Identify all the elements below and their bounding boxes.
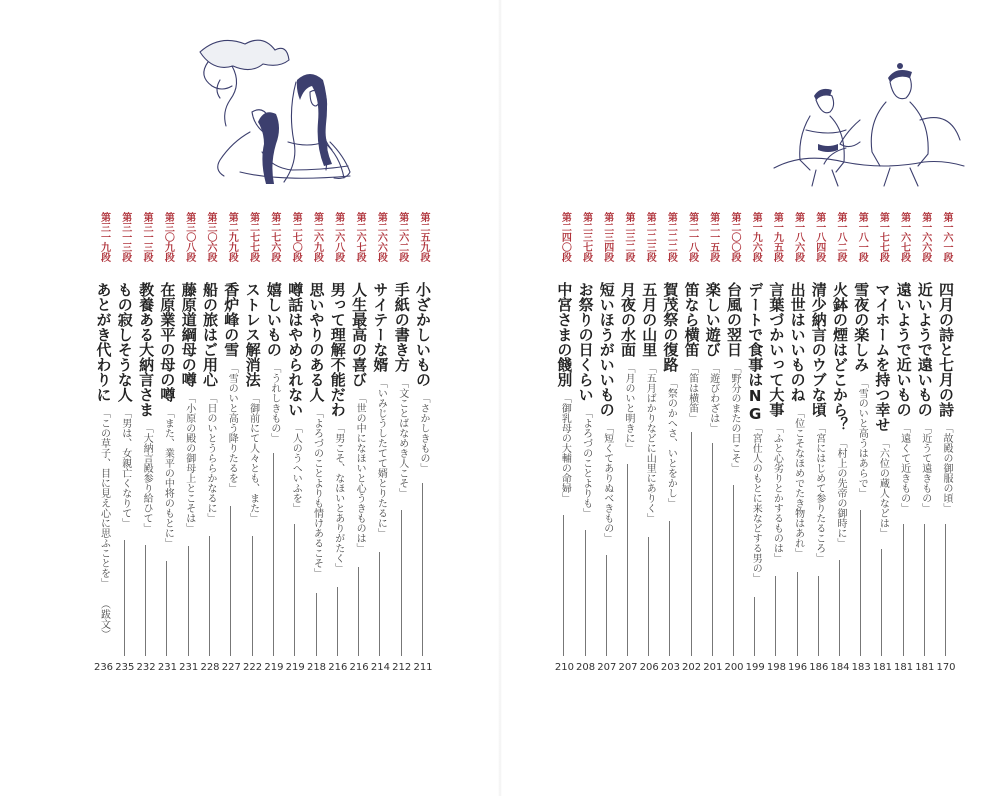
page-number: 211 bbox=[413, 662, 433, 673]
leader-line bbox=[379, 552, 380, 656]
page-number: 228 bbox=[200, 662, 220, 673]
chapter-title: 香炉峰の雪 bbox=[222, 282, 241, 357]
section-number: 第二六七段 bbox=[354, 212, 366, 262]
original-quote: 「野分のまたの日こそ」 bbox=[729, 363, 740, 473]
section-number: 第二七〇段 bbox=[290, 212, 302, 262]
section-number: 第一八二段 bbox=[835, 212, 846, 262]
chapter-title: 小ざかしいもの bbox=[414, 282, 432, 387]
section-number: 第二三二段 bbox=[623, 212, 634, 262]
original-quote: 「短くてありぬべきもの」 bbox=[601, 423, 613, 543]
toc-entry bbox=[95, 212, 113, 682]
section-number: 第一七七段 bbox=[877, 212, 889, 262]
original-quote: 「大納言殿参り給ひて」 bbox=[141, 423, 153, 533]
toc-entry bbox=[137, 212, 155, 682]
court-ladies-illustration bbox=[170, 22, 380, 200]
chapter-title: 五月の山里 bbox=[640, 282, 659, 357]
chapter-title: 雪夜の楽しみ bbox=[852, 282, 871, 372]
toc-entry bbox=[393, 212, 411, 682]
chapter-title: 藤原道綱母の噂 bbox=[179, 282, 198, 387]
page-number: 202 bbox=[682, 662, 702, 673]
page-number: 183 bbox=[851, 662, 871, 673]
samurai-men-illustration bbox=[770, 60, 970, 190]
section-number: 第二六六段 bbox=[375, 212, 387, 262]
page-number: 181 bbox=[894, 662, 914, 673]
page-number: 208 bbox=[576, 662, 596, 673]
chapter-title: 在原業平の母の噂 bbox=[158, 282, 177, 402]
leader-line bbox=[839, 560, 840, 657]
chapter-title: 四月の詩と七月の詩 bbox=[937, 282, 955, 417]
page-number: 196 bbox=[788, 662, 808, 673]
chapter-title: デートで食事はNG bbox=[746, 282, 765, 423]
leader-line bbox=[818, 576, 819, 656]
section-number: 第二二二段 bbox=[665, 212, 677, 262]
page-number: 218 bbox=[306, 662, 327, 673]
page-number: 181 bbox=[915, 662, 935, 673]
original-quote: 「五月ばかりなどに山里にありく」 bbox=[644, 363, 656, 523]
original-quote: 「また、業平の中将のもとに」 bbox=[162, 408, 174, 548]
chapter-title: 中宮さまの餞別 bbox=[555, 282, 574, 387]
section-number: 第三一三段 bbox=[141, 212, 153, 262]
leader-line bbox=[754, 597, 755, 656]
toc-entry bbox=[201, 212, 219, 682]
page-number: 200 bbox=[724, 662, 744, 673]
original-quote: 「ふと心劣りとかするものは」 bbox=[771, 423, 783, 563]
chapter-title: 月夜の水面 bbox=[619, 282, 637, 357]
chapter-title: ストレス解消法 bbox=[243, 282, 262, 387]
chapter-title: 思いやりのある人 bbox=[307, 282, 326, 402]
original-quote: 「雪のいと高うはあらで」 bbox=[856, 378, 868, 498]
toc-entry bbox=[916, 212, 934, 682]
leader-line bbox=[648, 537, 649, 656]
toc-entry bbox=[222, 212, 240, 682]
page-number: 170 bbox=[936, 662, 956, 673]
section-number: 第二七七段 bbox=[247, 212, 259, 262]
toc-entry bbox=[661, 212, 679, 682]
page-number: 207 bbox=[597, 662, 617, 673]
leader-line bbox=[881, 549, 882, 656]
original-quote: 「御乳母の大輔の命婦」 bbox=[559, 393, 571, 503]
toc-entry bbox=[746, 212, 764, 682]
original-quote: 「男こそ、なほいとありがたく」 bbox=[332, 423, 344, 573]
chapter-title: 出世はいいものね bbox=[788, 282, 807, 402]
leader-line bbox=[924, 524, 925, 657]
page-number: 198 bbox=[766, 662, 786, 673]
toc-entry bbox=[265, 212, 283, 682]
chapter-title: 清少納言のウブな頃 bbox=[809, 282, 828, 417]
toc-entry bbox=[371, 212, 389, 682]
original-quote: 「よろづのことよりも」 bbox=[580, 408, 592, 518]
page-number: 206 bbox=[639, 662, 659, 673]
toc-entry bbox=[555, 212, 573, 682]
toc-entry bbox=[895, 212, 913, 682]
leader-line bbox=[563, 515, 564, 657]
leader-line bbox=[316, 593, 317, 657]
section-number: 第二六八段 bbox=[332, 212, 344, 262]
original-quote: 「故殿の御服の頃」 bbox=[941, 423, 952, 513]
section-number: 第一六七段 bbox=[898, 212, 910, 262]
page-number: 216 bbox=[328, 662, 348, 673]
original-quote: 「文ことばなめき人こそ」 bbox=[396, 378, 408, 498]
toc-entry bbox=[598, 212, 616, 682]
toc-entry bbox=[767, 212, 785, 682]
page-number: 184 bbox=[830, 662, 850, 673]
leader-line bbox=[209, 536, 210, 657]
chapter-title: 人生最高の喜び bbox=[350, 282, 369, 387]
chapter-title: マイホームを持つ幸せ bbox=[873, 282, 892, 432]
page-number: 231 bbox=[179, 662, 199, 673]
section-number: 第三〇六段 bbox=[205, 212, 216, 262]
chapter-title: 台風の翌日 bbox=[725, 282, 743, 357]
leader-line bbox=[733, 485, 734, 657]
original-quote: 「笛は横笛」 bbox=[686, 363, 698, 423]
section-number: 第一六一段 bbox=[941, 212, 952, 262]
chapter-title: 噂話はやめられない bbox=[286, 282, 305, 417]
toc-entry bbox=[350, 212, 368, 682]
original-quote: 「近うて遠きもの」 bbox=[919, 423, 931, 513]
page-number: 199 bbox=[745, 662, 765, 673]
leader-line bbox=[903, 524, 904, 657]
chapter-title: 近いようで遠いもの bbox=[915, 282, 934, 417]
toc-entry bbox=[873, 212, 891, 682]
toc-entry bbox=[619, 212, 637, 682]
toc-entry bbox=[704, 212, 722, 682]
section-number: 第二六九段 bbox=[311, 212, 323, 262]
leader-line bbox=[585, 530, 586, 657]
original-quote: 「世の中になほいと心うきものは」 bbox=[354, 393, 366, 553]
toc-entry bbox=[244, 212, 262, 682]
chapter-title: 遠いようで近いもの bbox=[894, 282, 913, 417]
section-number: 第一九六段 bbox=[750, 212, 762, 262]
leader-line bbox=[422, 483, 423, 656]
section-number: 第二二三段 bbox=[644, 212, 656, 262]
chapter-title: 賀茂祭の復路 bbox=[661, 282, 680, 372]
section-number: 第一九五段 bbox=[771, 212, 783, 262]
toc-entry bbox=[414, 212, 432, 682]
original-quote: 「位こそなほめでたき物はあれ」 bbox=[792, 408, 804, 558]
toc-entry bbox=[789, 212, 807, 682]
leader-line bbox=[188, 546, 189, 656]
section-number: 第二一五段 bbox=[707, 212, 719, 262]
leader-line bbox=[691, 432, 692, 656]
toc-entry bbox=[640, 212, 658, 682]
toc-entry bbox=[286, 212, 304, 682]
page-number: 207 bbox=[618, 662, 638, 673]
original-quote: 「遠くて近きもの」 bbox=[898, 423, 910, 513]
original-quote: 「いみじうしたてて婿とりたるに」 bbox=[375, 378, 387, 538]
leader-line bbox=[945, 524, 946, 657]
leader-line bbox=[627, 464, 628, 657]
toc-entry bbox=[937, 212, 955, 682]
right-page bbox=[500, 0, 1000, 796]
leader-line bbox=[401, 510, 402, 656]
page-number: 212 bbox=[392, 662, 412, 673]
original-quote: 「遊びわざは」 bbox=[707, 363, 719, 433]
page-number: 219 bbox=[285, 662, 305, 673]
section-number: 第三〇八段 bbox=[183, 212, 195, 262]
original-quote: 「雪のいと高う降りたるを」 bbox=[226, 363, 238, 493]
toc-entry bbox=[329, 212, 347, 682]
toc-entry bbox=[158, 212, 176, 682]
toc-entry bbox=[810, 212, 828, 682]
toc-entry bbox=[577, 212, 595, 682]
chapter-title: 男って理解不能だわ bbox=[328, 282, 347, 417]
chapter-title: 楽しい遊び bbox=[703, 282, 722, 357]
toc-entry bbox=[116, 212, 134, 682]
toc-entry bbox=[852, 212, 870, 682]
leader-line bbox=[145, 545, 146, 657]
section-number: 第二三四段 bbox=[601, 212, 613, 262]
section-number: 第二六二段 bbox=[396, 212, 408, 262]
chapter-title: もの寂しそうな人 bbox=[115, 282, 134, 402]
chapter-title: お祭りの日くらい bbox=[576, 282, 595, 402]
chapter-title: 短いほうがいいもの bbox=[597, 282, 616, 417]
original-quote: 「祭のかへさ、いとをかし」 bbox=[665, 378, 677, 508]
original-quote: 「六位の蔵人などは」 bbox=[877, 438, 889, 538]
toc-entry bbox=[180, 212, 198, 682]
chapter-title: 火鉢の煙はどこから？ bbox=[831, 282, 849, 432]
original-quote: 「人のうへいふを」 bbox=[290, 423, 302, 513]
original-quote: 「宮にはじめて参りたるころ」 bbox=[813, 423, 825, 563]
page-number: 222 bbox=[243, 662, 263, 673]
leader-line bbox=[124, 540, 125, 656]
toc-entry bbox=[308, 212, 326, 682]
section-number: 第二〇〇段 bbox=[729, 212, 740, 262]
page-number: 186 bbox=[809, 662, 829, 673]
section-number: 第一八一段 bbox=[856, 212, 868, 262]
leader-line bbox=[606, 555, 607, 656]
original-quote: 「この草子、目に見え心に思ふことを」 （跋文） bbox=[98, 408, 110, 639]
toc-entry bbox=[683, 212, 701, 682]
original-quote: 「月のいと明きに」 bbox=[623, 363, 634, 453]
chapter-title: 嬉しいもの bbox=[264, 282, 283, 357]
chapter-title: 船の旅はご用心 bbox=[201, 282, 219, 387]
section-number: 第一六六段 bbox=[919, 212, 931, 262]
page-number: 181 bbox=[872, 662, 892, 673]
original-quote: 「うれしきもの」 bbox=[268, 363, 280, 443]
original-quote: 「村上の先帝の御時に」 bbox=[835, 438, 846, 548]
chapter-title: サイテーな婿 bbox=[371, 282, 390, 372]
toc-entry bbox=[831, 212, 849, 682]
leader-line bbox=[712, 443, 713, 657]
section-number: 第二四〇段 bbox=[559, 212, 571, 262]
chapter-title: あとがき代わりに bbox=[94, 282, 113, 402]
section-number: 第二九九段 bbox=[226, 212, 238, 262]
page-number: 231 bbox=[157, 662, 177, 673]
chapter-title: 教養ある大納言さま bbox=[137, 282, 156, 417]
section-number: 第二一八段 bbox=[686, 212, 698, 262]
section-number: 第三一九段 bbox=[98, 212, 110, 262]
section-number: 第二七六段 bbox=[268, 212, 280, 262]
leader-line bbox=[775, 576, 776, 656]
chapter-title: 手紙の書き方 bbox=[392, 282, 411, 372]
section-number: 第二五九段 bbox=[418, 212, 429, 262]
page-number: 210 bbox=[554, 662, 574, 673]
section-number: 第二三七段 bbox=[580, 212, 592, 262]
original-quote: 「日のいとうららかなるに」 bbox=[205, 393, 216, 523]
page-number: 214 bbox=[370, 662, 390, 673]
chapter-title: 笛なら横笛 bbox=[682, 282, 701, 357]
section-number: 第三一三段 bbox=[119, 212, 131, 262]
original-quote: 「小原の殿の御母上とこそは」 bbox=[183, 393, 195, 533]
leader-line bbox=[860, 510, 861, 656]
page-number: 232 bbox=[136, 662, 156, 673]
leader-line bbox=[273, 453, 274, 656]
leader-line bbox=[669, 521, 670, 657]
leader-line bbox=[358, 567, 359, 656]
leader-line bbox=[230, 506, 231, 657]
leader-line bbox=[252, 536, 253, 657]
chapter-title: 言葉づかいって大事 bbox=[767, 282, 786, 417]
page-number: 201 bbox=[703, 662, 723, 673]
leader-line bbox=[337, 587, 338, 657]
section-number: 第三〇九段 bbox=[162, 212, 174, 262]
leader-line bbox=[166, 561, 167, 656]
original-quote: 「御前にて人々とも、また」 bbox=[247, 393, 259, 523]
leader-line bbox=[294, 524, 295, 657]
page-number: 219 bbox=[264, 662, 284, 673]
original-quote: 「男は、女親亡くなりて」 bbox=[119, 408, 131, 528]
original-quote: 「よろづのことよりも情けあるこそ」 bbox=[311, 408, 323, 578]
original-quote: 「さかしきもの」 bbox=[418, 393, 429, 473]
toc-entry bbox=[725, 212, 743, 682]
section-number: 第一八四段 bbox=[813, 212, 825, 262]
section-number: 第一八六段 bbox=[792, 212, 804, 262]
page-number: 235 bbox=[115, 662, 135, 673]
page-number: 203 bbox=[660, 662, 680, 673]
page-number: 227 bbox=[221, 662, 241, 673]
leader-line bbox=[797, 572, 798, 657]
page-number: 216 bbox=[349, 662, 369, 673]
page-number: 236 bbox=[93, 662, 114, 673]
original-quote: 「宮仕人のもとに来などする男の」 bbox=[750, 423, 762, 583]
